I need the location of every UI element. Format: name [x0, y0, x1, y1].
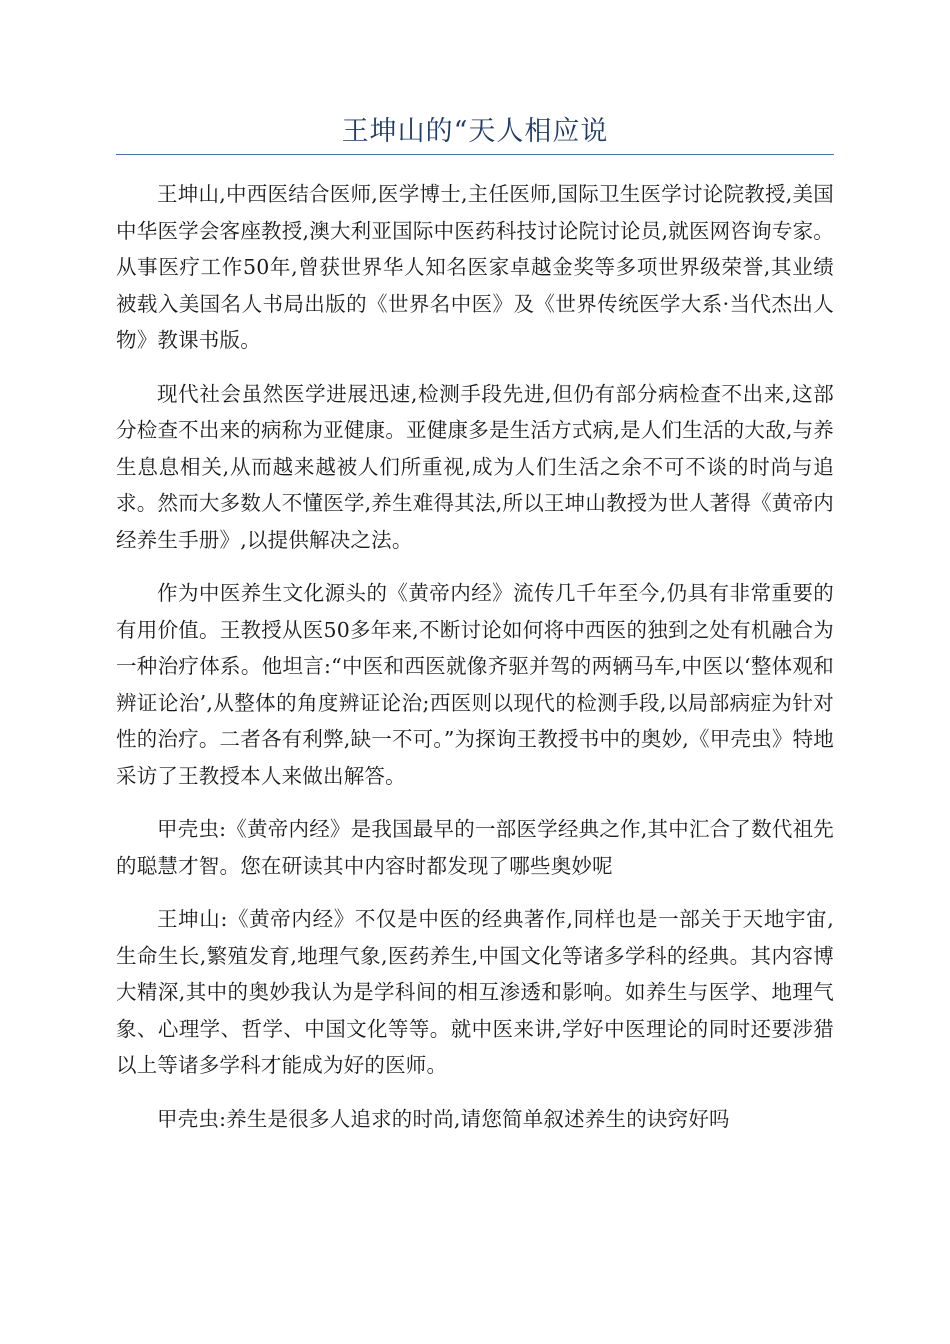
- document-title: 王坤山的“天人相应说: [341, 116, 609, 147]
- paragraph-question-2: 甲壳虫:养生是很多人追求的时尚,请您简单叙述养生的诀窍好吗: [157, 1106, 730, 1131]
- paragraph-subhealth: 现代社会虽然医学进展迅速,检测手段先进,但仍有部分病检查不出来,这部分检查不出来的病称为亚健康。亚健康多是生活方式病,是人们生活的大敌,与养生息息相关,从而越来越被人们所重视,成为人们生活之余不可不谈的时尚与追求。然而大多数人不懂医学,养生难得其法,所以王坤山教授为世人著得《黄帝内经养生手册》,以提供解决之法。: [116, 381, 834, 552]
- paragraph-question-1: 甲壳虫:《黄帝内经》是我国最早的一部医学经典之作,其中汇合了数代祖先的聪慧才智。您在研读其中内容时都发现了哪些奥妙呢: [116, 817, 834, 878]
- paragraph-bio: 王坤山,中西医结合医师,医学博士,主任医师,国际卫生医学讨论院教授,美国中华医学会客座教授,澳大利亚国际中医药科技讨论院讨论员,就医网咨询专家。从事医疗工作50年,曾获世界华人知名医家卓越金奖等多项世界级荣誉,其业绩被载入美国名人书局出版的《世界名中医》及《世界传统医学大系·当代杰出人物》教课书版。: [116, 182, 834, 352]
- title-underline: [116, 154, 834, 155]
- document-body: [116, 176, 834, 1154]
- paragraph-answer-1: 王坤山:《黄帝内经》不仅是中医的经典著作,同样也是一部关于天地宇宙,生命生长,繁殖发育,地理气象,医药养生,中国文化等诸多学科的经典。其内容博大精深,其中的奥妙我认为是学科间的相互渗透和影响。如养生与医学、地理气象、心理学、哲学、中国文化等等。就中医来讲,学好中医理论的同时还要涉猎以上等诸多学科才能成为好的医师。: [116, 907, 834, 1077]
- paragraph-neijing-value: 作为中医养生文化源头的《黄帝内经》流传几千年至今,仍具有非常重要的有用价值。王教授从医50多年来,不断讨论如何将中西医的独到之处有机融合为一种治疗体系。他坦言:“中医和西医就像齐驱并驾的两辆马车,中医以‘整体观和辨证论治’,从整体的角度辨证论治;西医则以现代的检测手段,以局部病症为针对性的治疗。二者各有利弊,缺一不可。”为探询王教授书中的奥妙,《甲壳虫》特地采访了王教授本人来做出解答。: [116, 581, 834, 788]
